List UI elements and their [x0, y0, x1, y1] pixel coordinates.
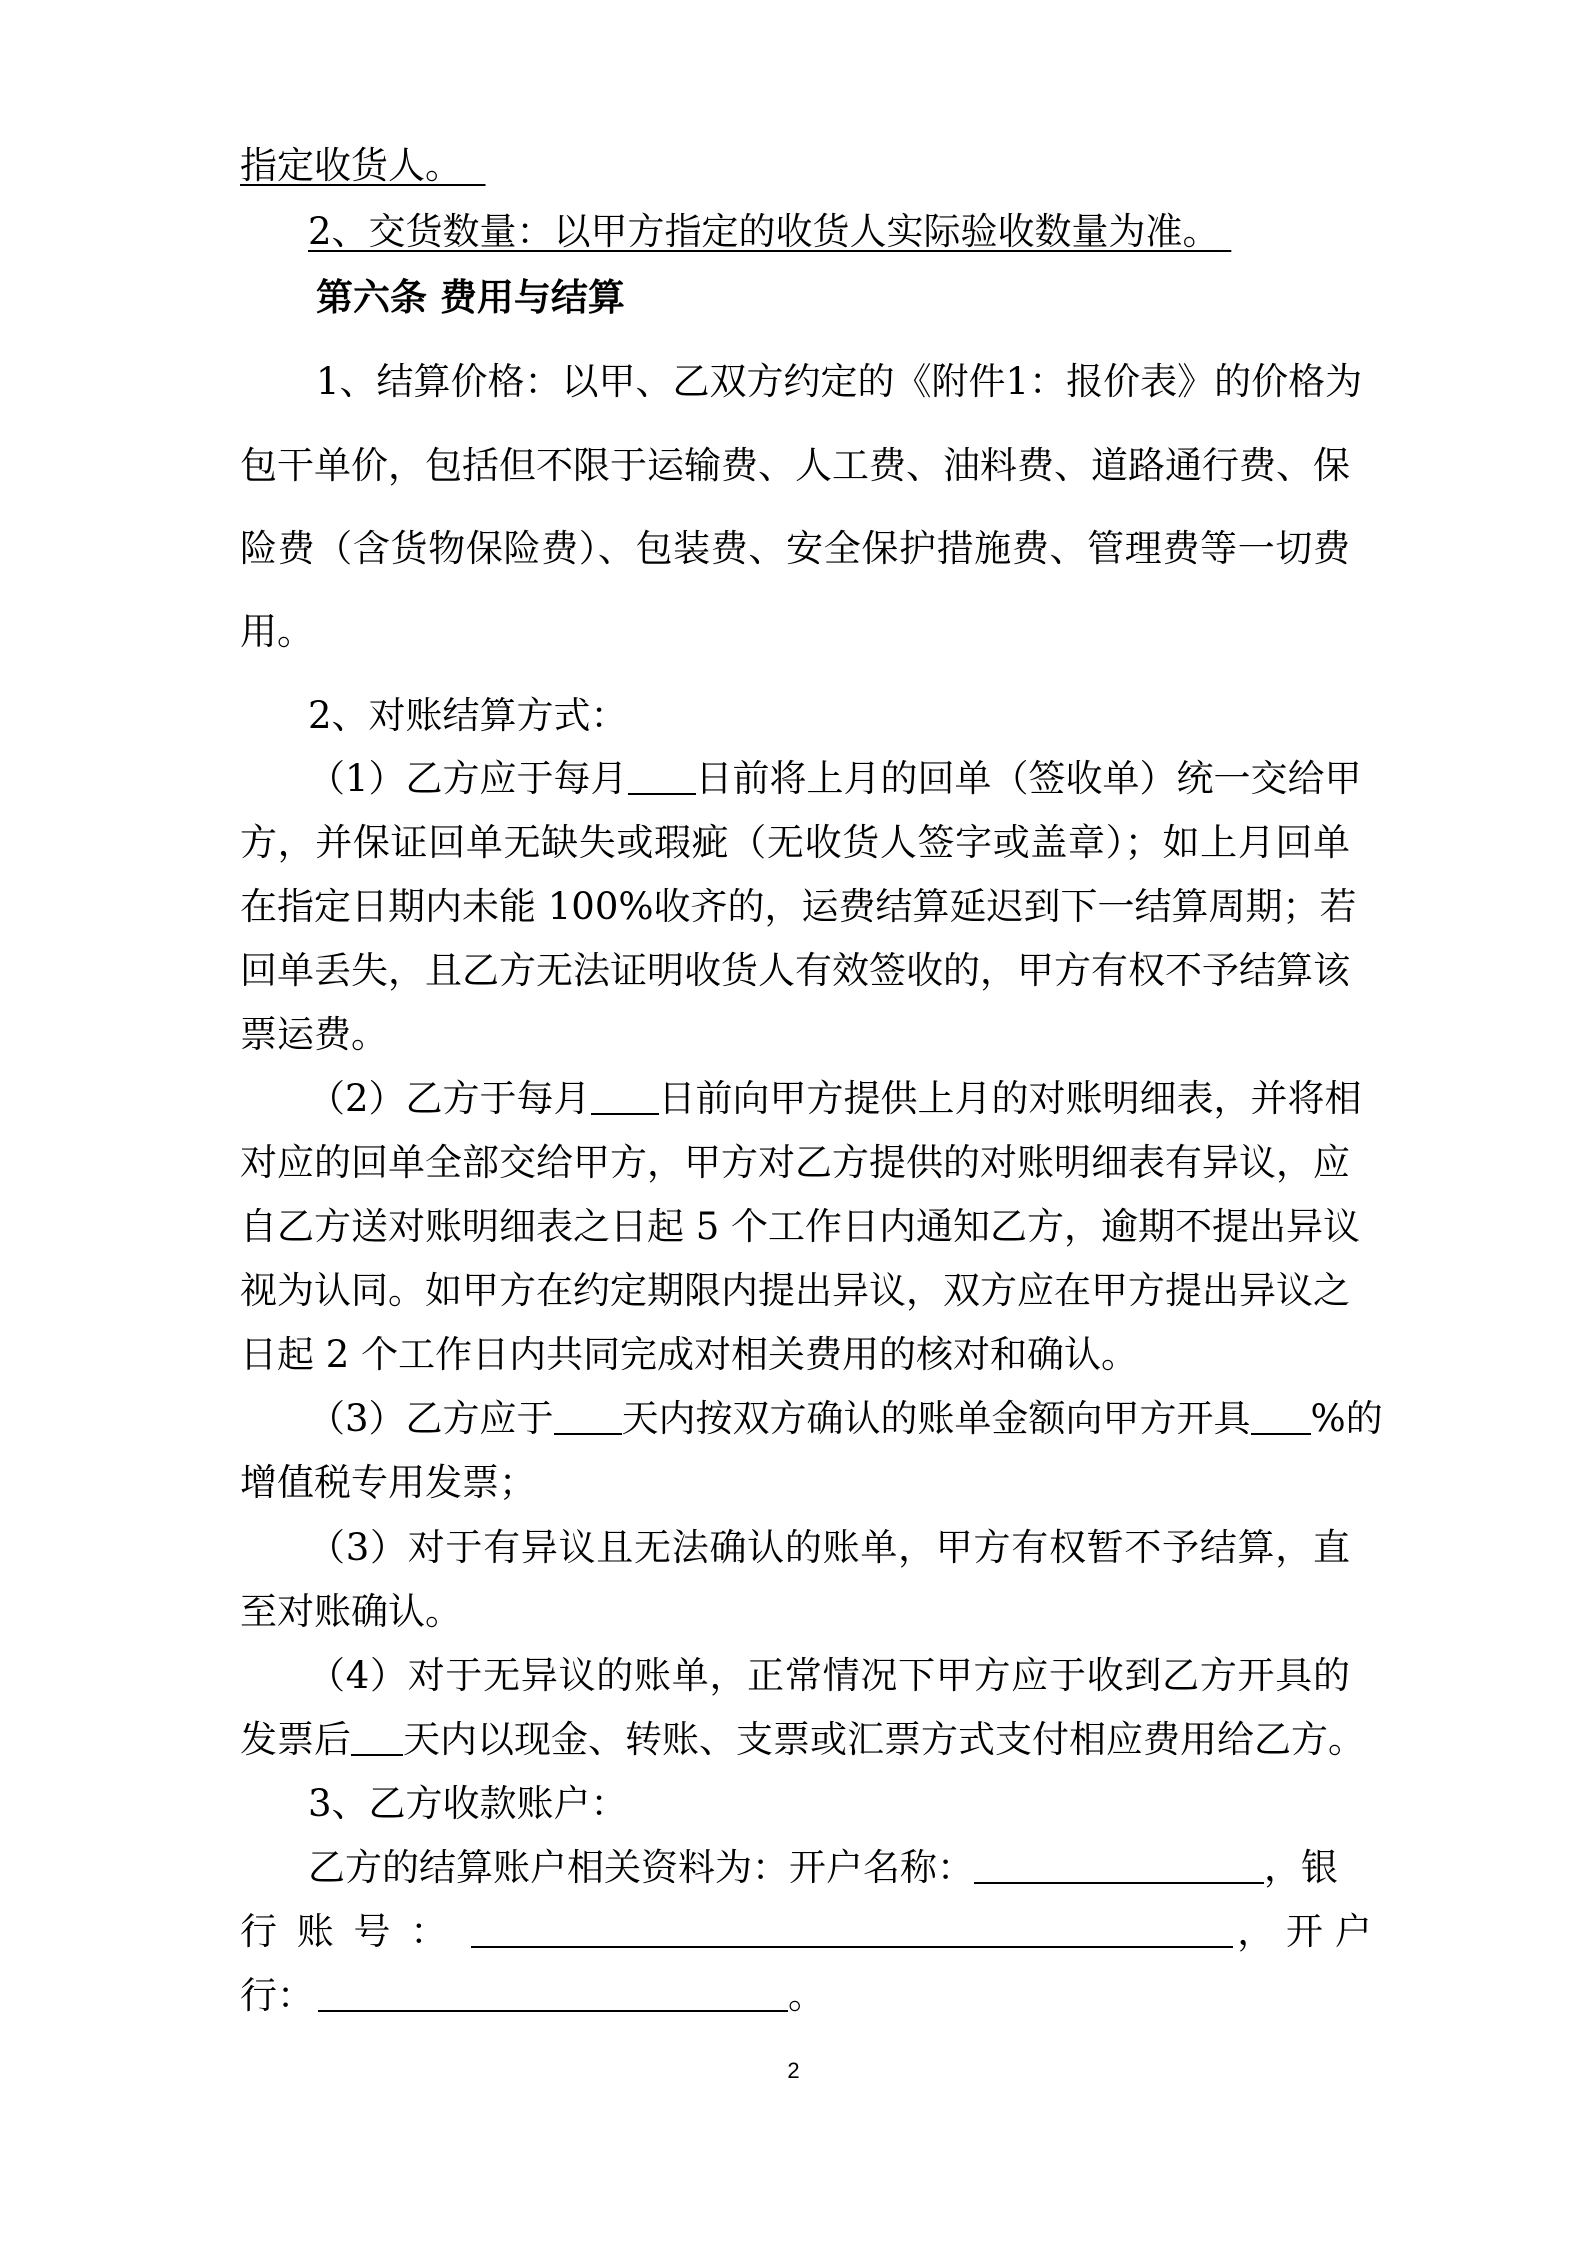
text-line: 对应的回单全部交给甲方，甲方对乙方提供的对账明细表有异议，应 [240, 1141, 1350, 1184]
text-line: 日起 2 个工作日内共同完成对相关费用的核对和确认。 [240, 1333, 1139, 1376]
text-line: 险费（含货物保险费）、包装费、安全保护措施费、管理费等一切费 [240, 527, 1350, 570]
underlined-text: 指定收货人。 [240, 144, 462, 187]
text-line: 1、结算价格：以甲、乙双方约定的《附件1：报价表》的价格为 [316, 360, 1363, 403]
text-line: 视为认同。如甲方在约定期限内提出异议，双方应在甲方提出异议之 [240, 1269, 1350, 1312]
text-line [308, 208, 1418, 256]
text-line: 增值税专用发票； [240, 1461, 536, 1504]
blank-field [554, 1399, 622, 1435]
blank-field [1251, 1399, 1311, 1435]
text-line: 3、乙方收款账户： [308, 1782, 628, 1825]
blank-field [351, 1720, 403, 1756]
blank-field [591, 1079, 659, 1115]
text-line: （3）对于有异议且无法确认的账单，甲方有权暂不予结算，直 [308, 1526, 1350, 1569]
text-line: 乙方的结算账户相关资料为：开户名称： ，银 [308, 1846, 1338, 1889]
underlined-text: 2、交货数量：以甲方指定的收货人实际验收数量为准。 [308, 210, 1220, 253]
text-line: （1）乙方应于每月 日前将上月的回单（签收单）统一交给甲 [308, 757, 1362, 800]
text-line: （4）对于无异议的账单，正常情况下甲方应于收到乙方开具的 [308, 1654, 1350, 1697]
text-line [240, 142, 1350, 190]
text-line: （2）乙方于每月 日前向甲方提供上月的对账明细表，并将相 [308, 1077, 1362, 1120]
text-line: 在指定日期内未能 100%收齐的，运费结算延迟到下一结算周期；若 [240, 885, 1357, 928]
text-line: 2、对账结算方式： [308, 694, 628, 737]
text-line: 方，并保证回单无缺失或瑕疵（无收货人签字或盖章）；如上月回单 [240, 821, 1350, 864]
bank-branch-blank [318, 1976, 788, 2012]
section-heading: 第六条 费用与结算 [316, 275, 625, 319]
text-line: 用。 [240, 610, 314, 653]
text-line: 包干单价，包括但不限于运输费、人工费、油料费、道路通行费、保 [240, 444, 1350, 487]
text-line: 票运费。 [240, 1013, 388, 1056]
text-line: 回单丢失，且乙方无法证明收货人有效签收的，甲方有权不予结算该 [240, 949, 1350, 992]
text-line: 至对账确认。 [240, 1590, 462, 1633]
text-line: 自乙方送对账明细表之日起 5 个工作日内通知乙方，逾期不提出异议 [240, 1205, 1361, 1248]
text-line: （3）乙方应于 天内按双方确认的账单金额向甲方开具 %的 [308, 1397, 1383, 1440]
text-line: 发票后 天内以现金、转账、支票或汇票方式支付相应费用给乙方。 [240, 1718, 1365, 1761]
page-number: 2 [787, 2058, 800, 2083]
account-name-blank [974, 1848, 1264, 1884]
blank-field [628, 759, 696, 795]
bank-account-blank [471, 1912, 1233, 1948]
text-line: 行： 。 [240, 1974, 825, 2017]
text-line: 行 账 号 ： ， 开 户 [240, 1910, 1372, 1953]
